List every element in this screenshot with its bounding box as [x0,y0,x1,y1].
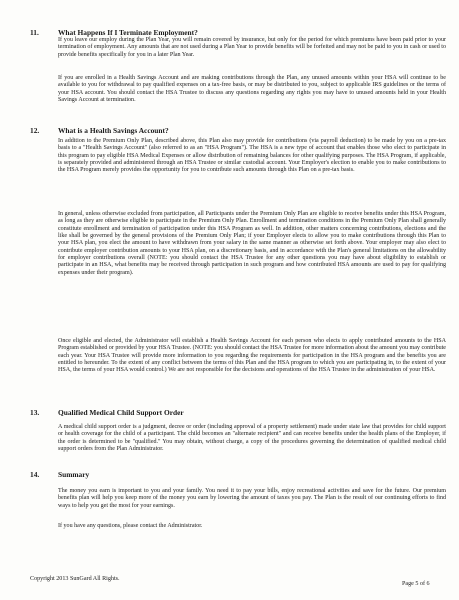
copyright-notice: Copyright 2013 SunGard All Rights. [30,576,120,582]
paragraph: In general, unless otherwise excluded from participation, all Participants under the Premium Only Plan are eligible to receive benefits under this HSA Program, as long as they are otherwise eligible to participate in the Premium Only Plan. Enrollment and termination conditions in the Premium Only Plan shall generally constitute enrollment and termination of participation under this HSA Program as well. In addition, other matters concerning contributions, elections and the like shall be governed by the general provisions of the Premium Only Plan; if your Employer elects to allow you to make contributions through this Plan to your HSA plan, you elect the amount to have withdrawn from your salary in the same manner as otherwise set forth above. Your employer may also elect to contribute employer contribution amounts to your HSA plan, on a discretionary basis, and in accordance with the Plan's general limitations on the allowability for employer contributions overall (NOTE: you should contact the HSA Trustee for any other questions you may have about eligibility to establish or participate in an HSA, what benefits may be received through participation in such program and how contributed HSA amounts are used to pay for qualifying expenses under their program). [58,211,446,276]
section-number: 14. [30,470,40,479]
section-number: 12. [30,126,40,135]
section-heading: What is a Health Savings Account? [58,126,169,135]
paragraph: Once eligible and elected, the Administrator will establish a Health Savings Account for each person who elects to apply contributed amounts to the HSA Program established or provided by your HSA Trustee. (NOTE: you should contact the HSA Trustee for more information about the amount you may contribute each year. Your HSA Trustee will provide more information to you regarding the requirements for participation in the HSA program and the benefits you are entitled to hereunder. To the extent of any conflict between the terms of this Plan and the HSA program to which you are participating in, to the extent of your HSA, the terms of your HSA would control.) We are not responsible for the decisions and operations of the HSA Trustee in the administration of your HSA. [58,338,446,374]
paragraph: A medical child support order is a judgment, decree or order (including approval of a property settlement) made under state law that provides for child support or health coverage for the child of a participant. The child becomes an "alternate recipient" and can receive benefits under the health plans of the Employer, if the order is determined to be "qualified." You may obtain, without charge, a copy of the procedures governing the determination of qualified medical child support orders from the Plan Administrator. [58,424,446,453]
section-heading: Summary [58,470,90,479]
paragraph: If you leave our employ during the Plan Year, you will remain covered by insurance, but only for the period for which premiums have been paid prior to your termination of employment. Any amounts that are not used during a Plan Year to provide benefits will be forfeited and may not be paid to you in cash or used to provide benefits specifically for you in a later Plan Year. [58,37,446,58]
section-number: 11. [30,28,39,37]
section-heading: Qualified Medical Child Support Order [58,408,184,417]
paragraph: If you are enrolled in a Health Savings Account and are making contributions through the Plan, any unused amounts within your HSA will continue to be available to you for withdrawal to pay qualified expenses on a tax-free basis, or may be distributed to you, subject to applicable IRS guidelines or the terms of your HSA account. You should contact the HSA Trustee to discuss any questions regarding any rights you may have to unused amounts held in your Health Savings Account at termination. [58,75,446,104]
section-heading: What Happens If I Terminate Employment? [58,28,198,37]
paragraph: If you have any questions, please contact the Administrator. [58,523,203,529]
paragraph: In addition to the Premium Only Plan, described above, this Plan also may provide for contributions (via payroll deduction) to be made by you on a pre-tax basis to a "Health Savings Account" (also referred to as an "HSA Program"). The HSA is a new type of account that enables those who elect to participate in this program to pay eligible HSA Medical Expenses or allow distribution of remaining balances for other qualifying purposes. The HSA Program, if applicable, is separately provided and administered through an HSA Trustee or similar custodial account. Your Employer's election to enable you to make contributions to the HSA Program merely provides the opportunity for you to contribute such amounts through this Plan on a pre-tax basis. [58,138,446,174]
page-number: Page 5 of 6 [402,581,430,587]
section-number: 13. [30,408,40,417]
paragraph: The money you earn is important to you and your family. You need it to pay your bills, enjoy recreational activities and save for the future. Our premium benefits plan will help you keep more of the money you earn by lowering the amount of taxes you pay. The Plan is the result of our continuing efforts to find ways to help you get the most for your earnings. [58,488,446,509]
